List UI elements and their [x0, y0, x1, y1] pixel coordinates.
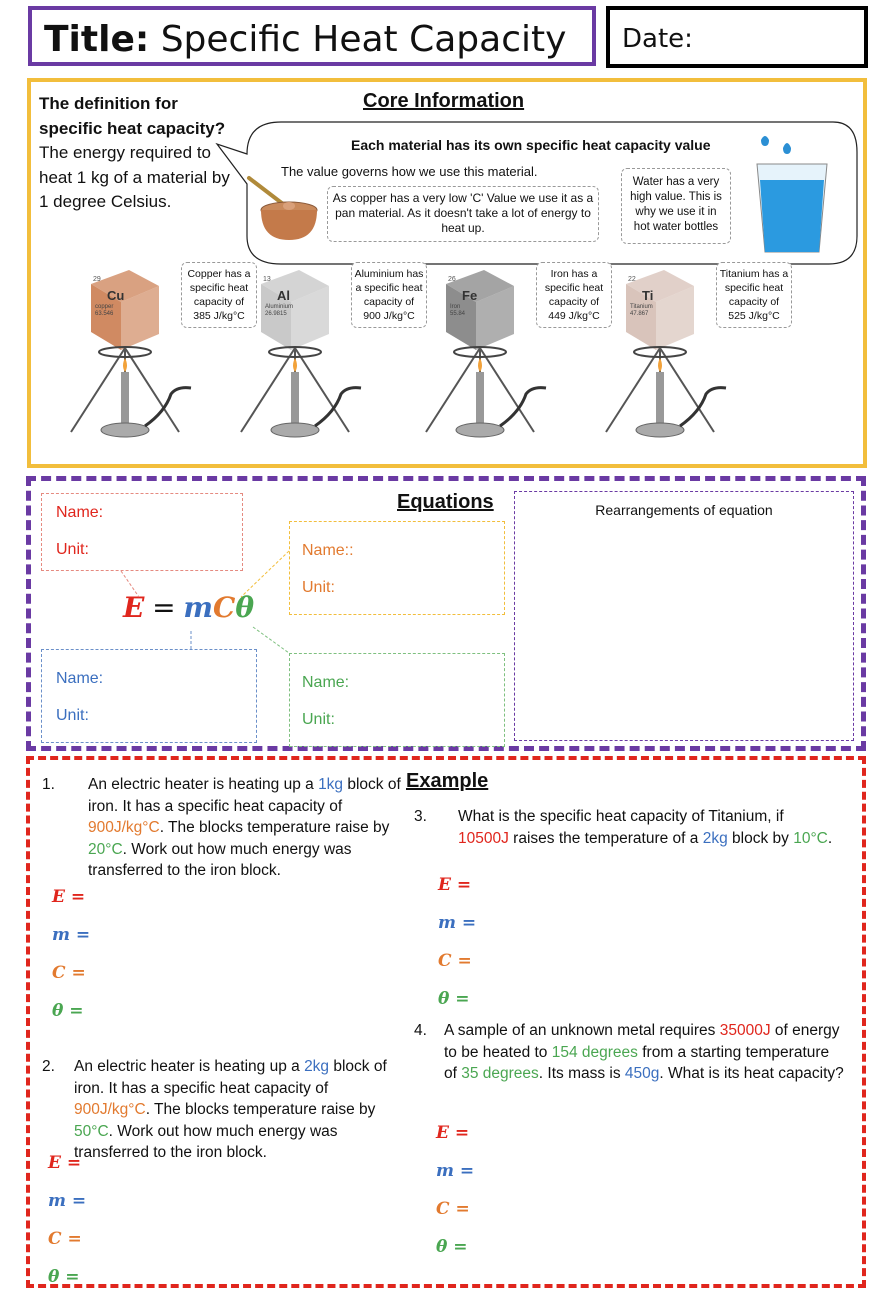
- titanium-stand: [596, 262, 836, 462]
- question-1: An electric heater is heating up a 1kg block of iron. It has a specific heat capacity of 900J/kg°C. The blocks temperature raise by 20°C. Work out how much energy was transferred to the iron block.: [88, 776, 401, 879]
- q1-e: E =: [52, 887, 86, 907]
- q4-theta: θ =: [436, 1237, 468, 1257]
- titanium-note: Titanium has a specific heat capacity of 525 J/kg°C: [716, 262, 792, 328]
- titanium-atomic-mass: 47.867: [630, 311, 649, 317]
- q2-e: E =: [48, 1153, 82, 1173]
- copper-symbol: Cu: [107, 288, 125, 303]
- aluminium-note: Aluminium has a specific heat capacity of 900 J/kg°C: [351, 262, 427, 328]
- equation-formula: E = mCθ: [123, 591, 254, 624]
- capacity-unit: Unit:: [56, 707, 89, 724]
- date-label: Date:: [622, 24, 693, 54]
- definition-question: The definition for specific heat capacity?: [39, 94, 226, 138]
- connector-lines: [31, 481, 511, 751]
- copper-atomic-mass: 63.546: [95, 311, 114, 317]
- worked-examples-section: [26, 756, 866, 1288]
- q2-c: C =: [48, 1229, 82, 1249]
- question-1-vars: [52, 878, 90, 1030]
- water-glass-icon: [747, 132, 837, 257]
- page-title: Title: Specific Heat Capacity: [44, 19, 567, 60]
- iron-element-name: Iron: [450, 304, 461, 310]
- q3-m: m =: [438, 913, 477, 933]
- mass-name: Name::: [302, 542, 354, 559]
- question-3-number: 3.: [414, 808, 427, 825]
- iron-note: Iron has a specific heat capacity of 449 J/kg°C: [536, 262, 612, 328]
- aluminium-element-name: Aluminium: [265, 304, 294, 310]
- q4-m: m =: [436, 1161, 475, 1181]
- q3-e: E =: [438, 875, 472, 895]
- core-heading: Core Information: [363, 90, 525, 112]
- iron-atomic-number: 26: [448, 276, 456, 283]
- aluminium-atomic-mass: 26.9815: [265, 311, 287, 317]
- q2-m: m =: [48, 1191, 87, 1211]
- q2-theta: θ =: [48, 1267, 80, 1287]
- question-3: What is the specific heat capacity of Titanium, if 10500J raises the temperature of a 2kg block by 10°C.: [458, 808, 833, 847]
- q3-theta: θ =: [438, 989, 470, 1009]
- temperature-name: Name:: [302, 674, 350, 691]
- definition: [39, 92, 239, 215]
- q1-theta: θ =: [52, 1001, 84, 1021]
- question-4-number: 4.: [414, 1022, 427, 1039]
- titanium-symbol: Ti: [642, 288, 654, 303]
- q1-c: C =: [52, 963, 86, 983]
- question-1-number: 1.: [42, 776, 55, 793]
- copper-pan-icon: [241, 170, 321, 245]
- copper-atomic-number: 29: [93, 276, 101, 283]
- copper-note: As copper has a very low 'C' Value we use it as a pan material. As it doesn't take a lot of energy to heat up.: [327, 186, 599, 242]
- bubble-subtitle: The value governs how we use this material.: [281, 164, 538, 179]
- core-information-section: [27, 78, 867, 468]
- titanium-atomic-number: 22: [628, 276, 636, 283]
- energy-name: Name:: [56, 504, 104, 521]
- energy-unit: Unit:: [56, 541, 89, 558]
- temperature-unit: Unit:: [302, 711, 335, 728]
- q4-e: E =: [436, 1123, 470, 1143]
- equations-section: [26, 476, 866, 751]
- aluminium-atomic-number: 13: [263, 276, 271, 283]
- materials-row: [31, 262, 871, 462]
- water-note: Water has a very high value. This is why we use it in hot water bottles: [621, 168, 731, 244]
- q1-m: m =: [52, 925, 91, 945]
- question-4-vars: [436, 1114, 474, 1266]
- question-2-vars: [48, 1144, 86, 1296]
- title-box: [28, 6, 596, 66]
- titanium-element-name: Titanium: [630, 304, 653, 310]
- iron-symbol: Fe: [462, 288, 478, 303]
- iron-atomic-mass: 55.84: [450, 311, 466, 317]
- question-3-vars: [438, 866, 476, 1018]
- rearrangements-box: [514, 491, 854, 741]
- question-2-number: 2.: [42, 1058, 55, 1075]
- aluminium-symbol: Al: [277, 288, 290, 303]
- copper-note: Copper has a specific heat capacity of 385 J/kg°C: [181, 262, 257, 328]
- q3-c: C =: [438, 951, 472, 971]
- bubble-title: Each material has its own specific heat capacity value: [351, 137, 711, 153]
- copper-element-name: copper: [95, 304, 114, 310]
- mass-unit: Unit:: [302, 579, 335, 596]
- q4-c: C =: [436, 1199, 470, 1219]
- equations-heading: Equations: [397, 491, 494, 513]
- question-4: A sample of an unknown metal requires 35000J of energy to be heated to 154 degrees from a starting temperature of 35 degrees. Its mass is 450g. What is its heat capacity?: [444, 1022, 844, 1082]
- question-2: An electric heater is heating up a 2kg block of iron. It has a specific heat capacity of 900J/kg°C. The blocks temperature raise by 50°C. Work out how much energy was transferred to the iron block.: [74, 1058, 387, 1161]
- example-heading: Example: [406, 770, 489, 792]
- definition-answer: The energy required to heat 1 kg of a material by 1 degree Celsius.: [39, 143, 230, 211]
- date-box: [606, 6, 868, 68]
- rearrangements-label: Rearrangements of equation: [595, 502, 773, 518]
- capacity-name: Name:: [56, 670, 104, 687]
